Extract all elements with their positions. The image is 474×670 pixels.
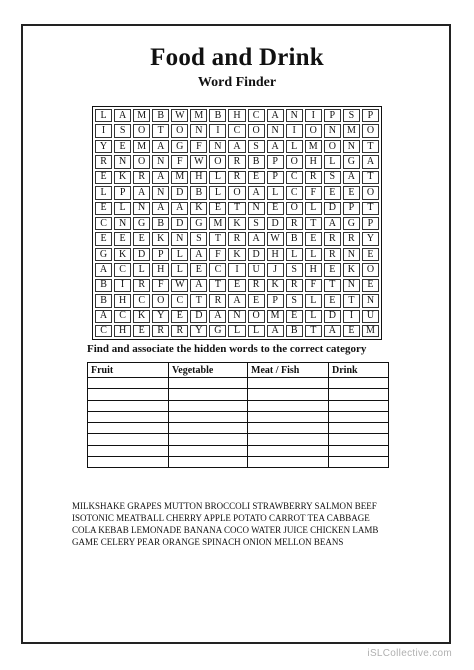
answer-row [88,456,389,467]
grid-letter-cell: O [305,124,322,137]
grid-letter-cell: E [114,232,131,245]
answer-cell[interactable] [169,411,248,422]
answer-row [88,400,389,411]
answer-row [88,445,389,456]
grid-letter-cell: A [228,140,245,153]
grid-letter-cell: I [343,310,360,323]
answer-cell[interactable] [248,378,329,389]
grid-letter-cell: C [114,263,131,276]
grid-letter-cell: R [209,294,226,307]
grid-letter-cell: S [248,217,265,230]
grid-letter-cell: A [248,186,265,199]
grid-letter-cell: H [114,294,131,307]
answer-cell[interactable] [329,400,389,411]
grid-letter-cell: O [248,310,265,323]
grid-letter-cell: N [133,202,150,215]
grid-letter-cell: G [343,155,360,168]
answer-cell[interactable] [169,378,248,389]
answer-cell[interactable] [88,445,169,456]
answer-cell[interactable] [248,423,329,434]
instruction-text: Find and associate the hidden words to the correct category [87,343,367,355]
grid-letter-cell: R [324,248,341,261]
grid-letter-cell: C [228,124,245,137]
grid-letter-cell: I [114,279,131,292]
grid-letter-cell: C [286,186,303,199]
grid-letter-cell: S [114,124,131,137]
grid-letter-cell: K [343,263,360,276]
grid-letter-cell: L [95,186,112,199]
answer-cell[interactable] [248,445,329,456]
grid-letter-cell: M [190,109,207,122]
category-table-body [88,378,389,468]
grid-letter-cell: L [305,294,322,307]
grid-letter-cell: A [114,109,131,122]
grid-letter-cell: R [171,325,188,337]
grid-letter-cell: A [152,171,169,184]
grid-letter-cell: O [286,155,303,168]
grid-letter-cell: R [95,155,112,168]
grid-letter-cell: E [248,171,265,184]
grid-letter-cell: A [228,294,245,307]
grid-letter-cell: A [324,325,341,337]
grid-letter-cell: K [133,310,150,323]
grid-letter-cell: G [190,217,207,230]
grid-letter-cell: L [171,263,188,276]
grid-letter-cell: L [267,186,284,199]
grid-letter-cell: L [114,202,131,215]
answer-cell[interactable] [329,423,389,434]
answer-cell[interactable] [248,389,329,400]
grid-letter-cell: A [190,279,207,292]
grid-letter-cell: R [133,171,150,184]
answer-cell[interactable] [88,434,169,445]
grid-letter-cell: R [228,171,245,184]
grid-letter-cell: Y [362,232,379,245]
grid-letter-cell: E [343,325,360,337]
answer-row [88,411,389,422]
grid-letter-cell: N [152,186,169,199]
grid-letter-cell: T [343,294,360,307]
grid-letter-cell: C [286,171,303,184]
grid-letter-cell: K [267,279,284,292]
grid-letter-cell: F [305,186,322,199]
grid-letter-cell: O [362,263,379,276]
grid-letter-cell: L [286,140,303,153]
grid-letter-cell: D [190,310,207,323]
grid-letter-cell: L [133,263,150,276]
grid-letter-cell: G [209,325,226,337]
grid-letter-cell: R [228,232,245,245]
grid-letter-cell: R [286,279,303,292]
grid-letter-cell: C [248,109,265,122]
grid-letter-cell: H [190,171,207,184]
grid-letter-cell: Y [190,325,207,337]
answer-cell[interactable] [248,434,329,445]
grid-letter-cell: I [209,124,226,137]
grid-letter-cell: D [133,248,150,261]
header-vegetable: Vegetable [169,363,248,378]
grid-letter-cell: S [324,171,341,184]
grid-letter-cell: T [228,202,245,215]
grid-letter-cell: D [171,217,188,230]
grid-letter-cell: A [152,140,169,153]
grid-letter-cell: L [95,109,112,122]
grid-letter-cell: A [133,186,150,199]
grid-letter-cell: I [286,124,303,137]
grid-letter-cell: G [171,140,188,153]
grid-letter-cell: T [209,232,226,245]
grid-letter-cell: L [171,248,188,261]
answer-cell[interactable] [88,389,169,400]
grid-letter-cell: T [362,140,379,153]
grid-letter-cell: T [362,171,379,184]
answer-row [88,389,389,400]
grid-letter-cell: L [248,325,265,337]
grid-letter-cell: E [267,202,284,215]
grid-letter-cell: E [248,294,265,307]
grid-letter-cell: O [152,294,169,307]
grid-letter-cell: E [286,310,303,323]
grid-letter-cell: S [248,140,265,153]
grid-letter-cell: E [324,186,341,199]
answer-cell[interactable] [88,400,169,411]
grid-letter-cell: A [248,232,265,245]
answer-row [88,378,389,389]
grid-letter-cell: T [209,279,226,292]
grid-letter-cell: B [286,232,303,245]
grid-letter-cell: E [95,202,112,215]
grid-letter-cell: B [95,279,112,292]
grid-letter-cell: T [152,124,169,137]
grid-letter-cell: F [305,279,322,292]
grid-letter-cell: P [267,171,284,184]
watermark-logo: iSLCollective.com [367,648,452,659]
grid-letter-cell: D [324,202,341,215]
answer-cell[interactable] [329,456,389,467]
grid-letter-cell: T [305,325,322,337]
grid-letter-cell: N [114,217,131,230]
grid-letter-cell: N [209,140,226,153]
grid-letter-cell: E [362,248,379,261]
grid-letter-cell: L [286,248,303,261]
grid-letter-cell: R [228,155,245,168]
grid-letter-cell: E [324,263,341,276]
grid-letter-cell: O [133,155,150,168]
word-list [72,500,412,548]
grid-letter-cell: E [362,279,379,292]
answer-cell[interactable] [169,434,248,445]
grid-letter-cell: W [171,109,188,122]
grid-letter-cell: O [362,124,379,137]
grid-letter-cell: E [190,263,207,276]
grid-letter-cell: B [152,109,169,122]
grid-letter-cell: G [133,217,150,230]
grid-letter-cell: E [305,232,322,245]
answer-cell[interactable] [169,445,248,456]
grid-letter-cell: C [95,217,112,230]
grid-letter-cell: P [152,248,169,261]
grid-letter-cell: A [362,155,379,168]
grid-letter-cell: R [248,279,265,292]
grid-letter-cell: M [171,171,188,184]
answer-row [88,423,389,434]
grid-letter-cell: N [286,109,303,122]
answer-cell[interactable] [329,445,389,456]
grid-letter-cell: N [362,294,379,307]
grid-letter-cell: N [267,124,284,137]
grid-letter-cell: A [343,171,360,184]
answer-cell[interactable] [329,378,389,389]
grid-letter-cell: M [133,140,150,153]
grid-letter-cell: R [343,232,360,245]
grid-letter-cell: N [228,310,245,323]
grid-letter-cell: E [114,140,131,153]
word-search-grid [92,106,382,340]
grid-letter-cell: M [343,124,360,137]
grid-letter-cell: C [95,325,112,337]
grid-letter-cell: A [152,202,169,215]
answer-cell[interactable] [169,423,248,434]
grid-letter-cell: E [228,279,245,292]
grid-letter-cell: U [362,310,379,323]
grid-letter-cell: K [190,202,207,215]
grid-letter-cell: R [286,217,303,230]
grid-letter-cell: P [324,109,341,122]
grid-letter-cell: A [267,325,284,337]
grid-letter-cell: I [228,263,245,276]
grid-letter-cell: T [305,217,322,230]
answer-cell[interactable] [329,389,389,400]
grid-letter-cell: N [190,124,207,137]
grid-letter-cell: I [95,124,112,137]
grid-letter-cell: M [133,109,150,122]
grid-letter-cell: Y [152,310,169,323]
grid-letter-cell: J [267,263,284,276]
grid-letter-cell: A [190,248,207,261]
grid-letter-cell: H [114,325,131,337]
grid-letter-cell: D [248,248,265,261]
grid-letter-cell: C [209,263,226,276]
grid-letter-cell: M [209,217,226,230]
grid-letter-cell: E [133,232,150,245]
grid-letter-cell: S [286,263,303,276]
grid-letter-cell: K [114,248,131,261]
grid-letter-cell: C [133,294,150,307]
grid-letter-cell: H [228,109,245,122]
answer-cell[interactable] [329,411,389,422]
grid-letter-cell: M [267,310,284,323]
word-list-line: MILKSHAKE GRAPES MUTTON BROCCOLI STRAWBERRY SALMON BEEF [72,501,377,511]
grid-letter-cell: I [305,109,322,122]
answer-cell[interactable] [248,400,329,411]
grid-letter-cell: O [133,124,150,137]
grid-letter-cell: P [343,202,360,215]
grid-letter-cell: O [362,186,379,199]
grid-letter-cell: M [305,140,322,153]
grid-letter-cell: O [171,124,188,137]
grid-letter-cell: F [171,155,188,168]
word-list-line: ISOTONIC MEATBALL CHERRY APPLE POTATO CARROT TEA CABBAGE [72,513,370,523]
grid-letter-cell: P [267,294,284,307]
header-fruit: Fruit [88,363,169,378]
answer-cell[interactable] [88,378,169,389]
grid-letter-cell: B [248,155,265,168]
grid-letter-cell: N [248,202,265,215]
grid-letter-cell: L [305,202,322,215]
grid-letter-cell: N [343,248,360,261]
grid-letter-cell: N [114,155,131,168]
grid-letter-cell: A [267,140,284,153]
worksheet-subtitle: Word Finder [197,75,277,90]
header-drink: Drink [329,363,389,378]
grid-letter-cell: D [267,217,284,230]
grid-letter-cell: F [152,279,169,292]
grid-letter-cell: A [267,109,284,122]
grid-letter-cell: A [95,310,112,323]
grid-letter-cell: K [228,248,245,261]
grid-letter-cell: T [324,279,341,292]
grid-letter-cell: L [209,171,226,184]
grid-letter-cell: O [324,140,341,153]
category-header-row [88,363,389,378]
grid-letter-cell: T [190,294,207,307]
grid-letter-cell: E [171,310,188,323]
grid-letter-cell: E [343,186,360,199]
grid-letter-cell: L [209,186,226,199]
word-list-line: GAME CELERY PEAR ORANGE SPINACH ONION MELLON BEANS [72,537,344,547]
grid-letter-cell: A [324,217,341,230]
grid-letter-cell: E [133,325,150,337]
answer-cell[interactable] [169,400,248,411]
grid-letter-cell: O [248,124,265,137]
grid-letter-cell: R [324,232,341,245]
grid-letter-cell: M [362,325,379,337]
answer-cell[interactable] [88,411,169,422]
answer-cell[interactable] [248,411,329,422]
grid-letter-cell: N [343,279,360,292]
grid-letter-cell: W [190,155,207,168]
grid-letter-cell: N [152,155,169,168]
answer-cell[interactable] [248,456,329,467]
grid-letter-cell: R [152,325,169,337]
grid-letter-cell: O [286,202,303,215]
grid-letter-cell: A [209,310,226,323]
grid-letter-cell: N [324,124,341,137]
header-meat-fish: Meat / Fish [248,363,329,378]
grid-letter-cell: B [152,217,169,230]
answer-cell[interactable] [88,423,169,434]
answer-cell[interactable] [169,456,248,467]
grid-letter-cell: E [324,294,341,307]
grid-letter-cell: T [362,202,379,215]
grid-letter-cell: B [209,109,226,122]
grid-letter-cell: P [267,155,284,168]
grid-letter-cell: K [114,171,131,184]
grid-letter-cell: L [324,155,341,168]
grid-letter-cell: K [152,232,169,245]
grid-letter-cell: G [95,248,112,261]
grid-letter-cell: P [362,109,379,122]
grid-letter-cell: W [171,279,188,292]
answer-row [88,434,389,445]
grid-letter-cell: F [190,140,207,153]
grid-letter-cell: N [171,232,188,245]
grid-letter-cell: N [343,140,360,153]
grid-letter-cell: W [267,232,284,245]
grid-letter-cell: B [286,325,303,337]
answer-cell[interactable] [88,456,169,467]
grid-letter-cell: L [305,310,322,323]
grid-letter-cell: D [324,310,341,323]
grid-letter-cell: H [152,263,169,276]
grid-letter-cell: L [305,248,322,261]
grid-letter-cell: H [267,248,284,261]
grid-letter-cell: K [228,217,245,230]
word-list-line: COLA KEBAB LEMONADE BANANA COCO WATER JUICE CHICKEN LAMB [72,525,379,535]
grid-letter-cell: B [95,294,112,307]
category-table [87,362,389,468]
grid-letter-cell: G [343,217,360,230]
grid-letter-cell: Y [95,140,112,153]
grid-letter-cell: O [209,155,226,168]
grid-letter-cell: A [95,263,112,276]
grid-letter-cell: C [171,294,188,307]
grid-letter-cell: F [209,248,226,261]
grid-letter-cell: R [305,171,322,184]
grid-letter-cell: E [95,232,112,245]
grid-letter-cell: P [362,217,379,230]
grid-letter-cell: B [190,186,207,199]
grid-letter-cell: O [228,186,245,199]
grid-letter-cell: C [114,310,131,323]
grid-letter-cell: D [171,186,188,199]
grid-letter-cell: A [171,202,188,215]
grid-letter-cell: E [209,202,226,215]
grid-letter-cell: H [305,263,322,276]
grid-letter-cell: S [286,294,303,307]
grid-letter-cell: U [248,263,265,276]
answer-cell[interactable] [329,434,389,445]
grid-letter-cell: S [190,232,207,245]
answer-cell[interactable] [169,389,248,400]
grid-letter-cell: P [114,186,131,199]
grid-letter-cell: L [228,325,245,337]
grid-letter-cell: H [305,155,322,168]
grid-letter-cell: E [95,171,112,184]
grid-letter-cell: S [343,109,360,122]
grid-letter-cell: R [133,279,150,292]
worksheet-title: Food and Drink [150,44,324,71]
